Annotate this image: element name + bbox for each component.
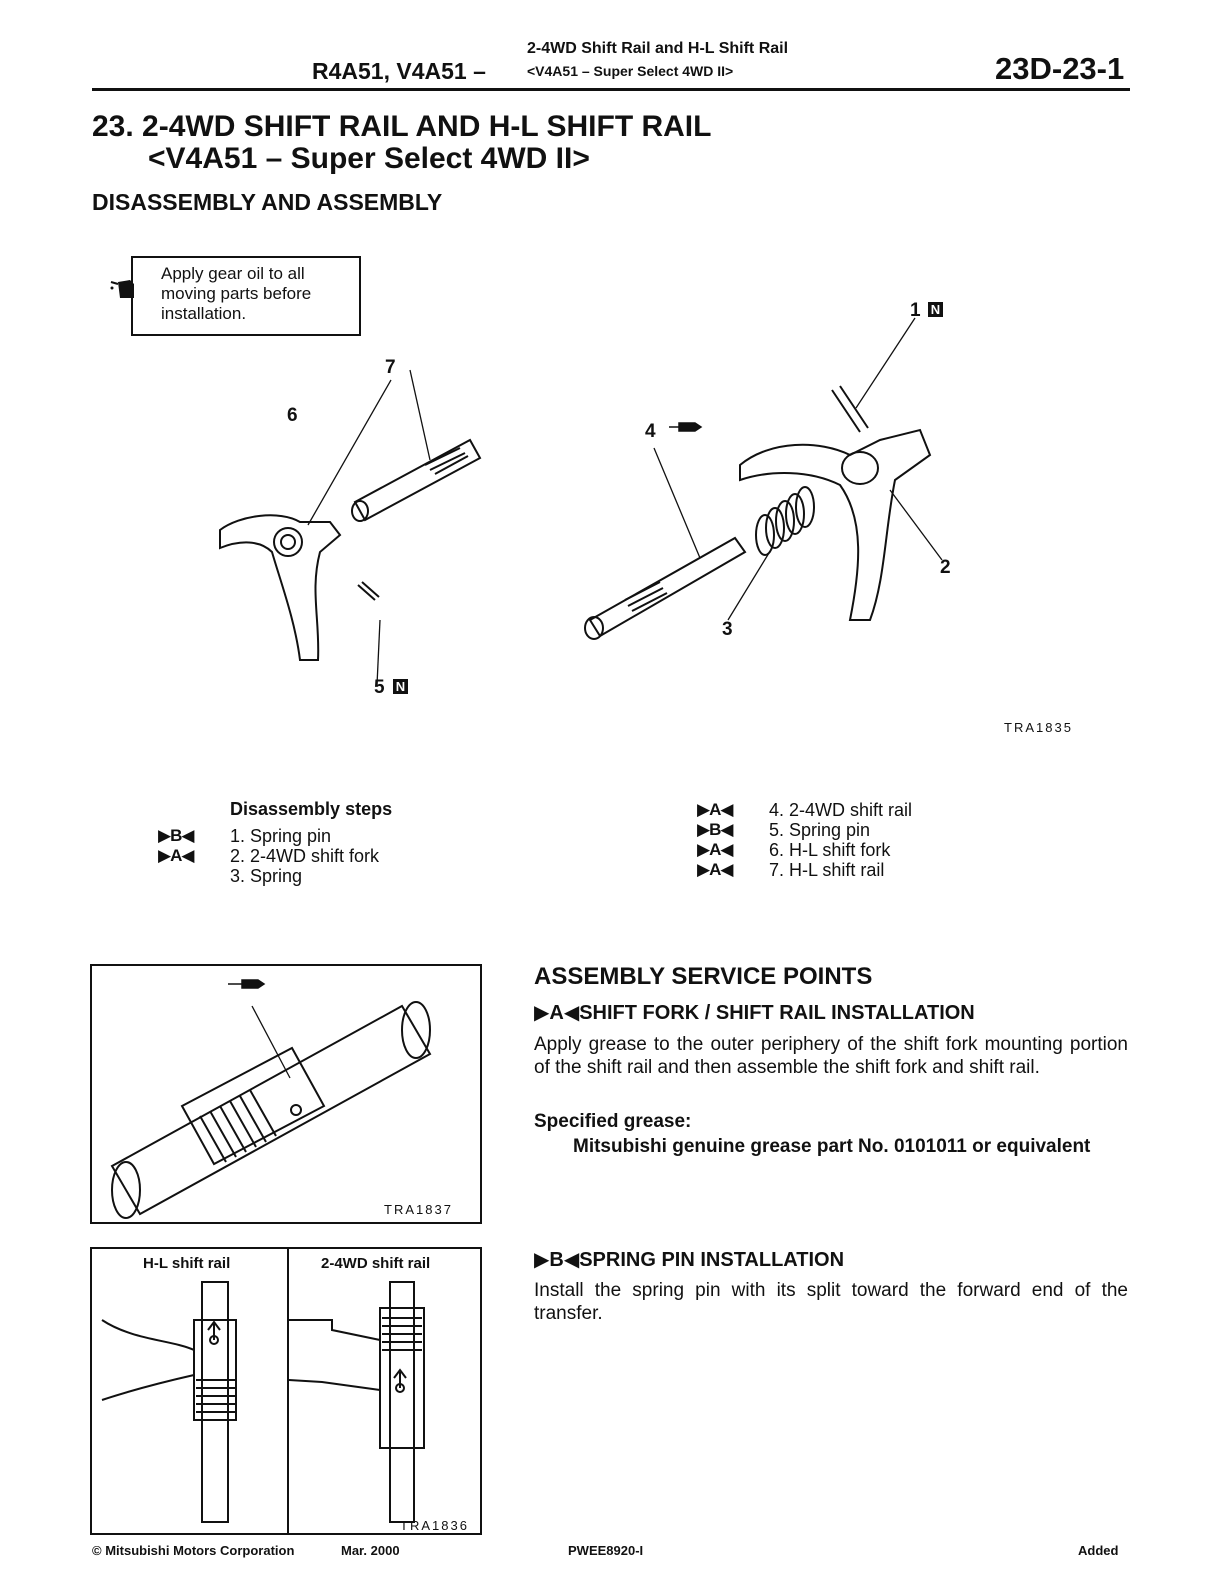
col-label-24wd: 2-4WD shift rail	[321, 1255, 431, 1272]
header-rule	[92, 88, 1130, 91]
step-marker: ▶A◀	[158, 846, 194, 865]
callout-4: 4	[645, 421, 656, 442]
oil-can-icon	[108, 276, 150, 302]
step-text: 4. 2-4WD shift rail	[769, 800, 913, 820]
callout-1: 1	[910, 300, 921, 321]
twofour-shift-fork-part	[740, 430, 930, 620]
figure-id-grease: TRA1837	[384, 1202, 453, 1217]
service-b-marker: ▶B◀	[534, 1249, 580, 1271]
footer-code: PWEE8920-I	[568, 1543, 644, 1558]
header-models: R4A51, V4A51 –	[312, 58, 486, 84]
step-text: 1. Spring pin	[230, 826, 332, 846]
spring-part	[756, 487, 814, 555]
step-list-left	[158, 826, 379, 886]
spring-pin-1-part	[832, 386, 868, 432]
new-part-mark-1: N	[928, 302, 943, 317]
disassembly-title: Disassembly steps	[230, 799, 393, 819]
note-text: Apply gear oil to all moving parts before installation.	[161, 264, 312, 323]
footer-copyright: © Mitsubishi Motors Corporation	[92, 1543, 295, 1558]
service-b-title	[534, 1247, 844, 1272]
step-text: 2. 2-4WD shift fork	[230, 846, 380, 866]
hl-shift-fork-part	[220, 515, 340, 660]
page-number: 23D-23-1	[995, 51, 1125, 86]
step-list-right	[697, 800, 912, 880]
service-b-title-text: SPRING PIN INSTALLATION	[579, 1249, 845, 1271]
step-marker: ▶A◀	[697, 800, 733, 819]
figure-id-main: TRA1835	[1004, 720, 1073, 735]
callout-7: 7	[385, 357, 396, 378]
exploded-diagram	[180, 290, 980, 710]
step-text: 3. Spring	[230, 866, 303, 886]
step-text: 7. H-L shift rail	[769, 860, 885, 880]
service-a-title	[534, 1000, 975, 1025]
footer-date: Mar. 2000	[341, 1543, 400, 1558]
grease-rail-drawing	[92, 966, 480, 1222]
grease-icon	[667, 417, 703, 437]
new-part-mark-5: N	[393, 679, 408, 694]
callout-3: 3	[722, 619, 733, 640]
figure-id-spring-pin: TRA1836	[400, 1518, 469, 1533]
callout-2: 2	[940, 557, 951, 578]
step-marker: ▶B◀	[697, 820, 733, 839]
step-marker: ▶B◀	[158, 826, 194, 845]
callout-5: 5	[374, 677, 385, 698]
footer-status: Added	[1078, 1543, 1119, 1558]
header-title-line2: <V4A51 – Super Select 4WD II>	[527, 63, 734, 79]
grease-label: Specified grease:	[534, 1111, 692, 1132]
section-heading: DISASSEMBLY AND ASSEMBLY	[92, 189, 443, 215]
grease-value: Mitsubishi genuine grease part No. 0101011 or equivalent	[573, 1136, 1091, 1157]
header-title-line1: 2-4WD Shift Rail and H-L Shift Rail	[527, 40, 789, 57]
service-a-title-text: SHIFT FORK / SHIFT RAIL INSTALLATION	[579, 1002, 975, 1024]
service-b-text: Install the spring pin with its split toward the forward end of the transfer.	[534, 1280, 1128, 1324]
step-marker: ▶A◀	[697, 860, 733, 879]
callout-6: 6	[287, 405, 298, 426]
step-text: 5. Spring pin	[769, 820, 871, 840]
step-marker: ▶A◀	[697, 840, 733, 859]
section-subtitle: <V4A51 – Super Select 4WD II>	[148, 142, 590, 175]
service-a-marker: ▶A◀	[534, 1002, 580, 1024]
service-heading: ASSEMBLY SERVICE POINTS	[534, 963, 873, 990]
service-a-text: Apply grease to the outer periphery of the shift fork mounting portion of the shift rail and then assemble the shift fork and shift rail.	[534, 1034, 1128, 1078]
step-marker	[158, 866, 230, 886]
spring-pin-5-part	[358, 582, 379, 600]
section-title: 23. 2-4WD SHIFT RAIL AND H-L SHIFT RAIL	[92, 110, 712, 143]
hl-shift-rail-part	[355, 440, 480, 520]
spring-pin-drawing	[92, 1280, 480, 1532]
step-text: 6. H-L shift fork	[769, 840, 891, 860]
col-label-hl: H-L shift rail	[143, 1255, 231, 1272]
